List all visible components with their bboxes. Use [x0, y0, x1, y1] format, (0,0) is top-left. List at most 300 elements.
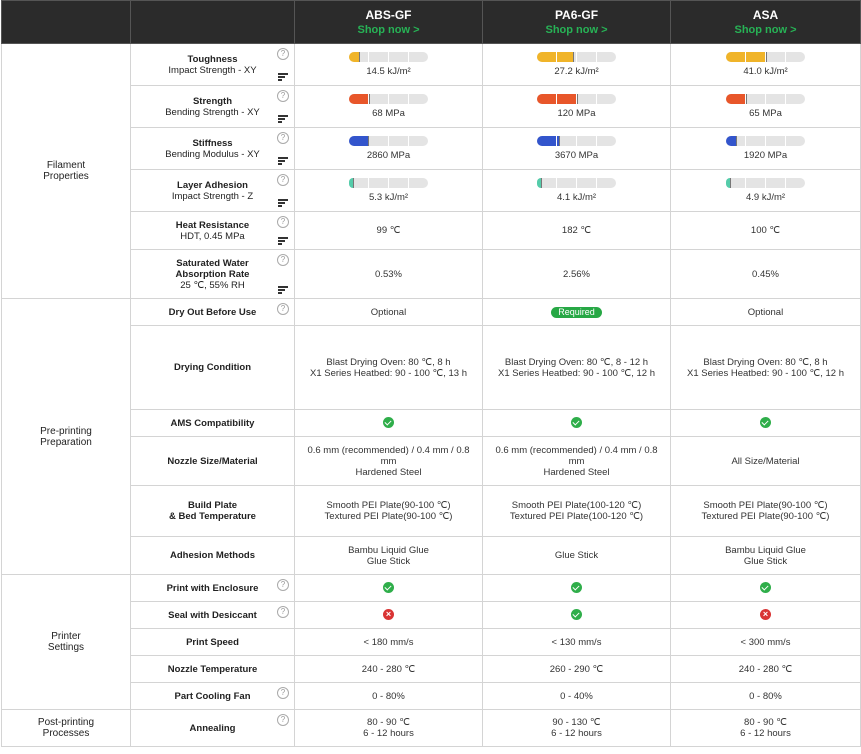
property-nozzle-size [131, 437, 295, 486]
value-cell [671, 602, 861, 629]
value-cell [671, 437, 861, 486]
category-filament-properties [2, 44, 131, 299]
bar-segment [746, 136, 765, 146]
value-cell [671, 170, 861, 212]
bar-gap [596, 178, 597, 188]
bar-gap [408, 52, 409, 62]
bar-marker [766, 52, 767, 62]
value-line: Bambu Liquid Glue [348, 544, 429, 556]
row-adhesion-methods [2, 537, 861, 575]
value-cell [671, 710, 861, 747]
product-name: ABS-GF [365, 7, 412, 22]
bar-fill [726, 94, 746, 104]
value-cell [483, 710, 671, 747]
property-label: Adhesion Methods [170, 550, 255, 561]
bar-gap [408, 136, 409, 146]
bar-gap [368, 178, 369, 188]
bar-gap [596, 52, 597, 62]
value-line: 0.6 mm (recommended) / 0.4 mm / 0.8 [307, 444, 470, 456]
bar-gap [408, 178, 409, 188]
level-bar [537, 94, 616, 104]
bar-segment [389, 136, 408, 146]
property-label: AMS Compatibility [170, 417, 255, 429]
bar-gap [765, 136, 766, 146]
property-sublabel: Impact Strength - XY [168, 64, 257, 76]
cross-icon: × [383, 609, 394, 620]
level-bar [537, 136, 616, 146]
bar-fill [726, 136, 736, 146]
bar-segment [766, 94, 785, 104]
category-label: Pre-printing Preparation [40, 425, 92, 448]
value-cell [671, 128, 861, 170]
bar-segment [369, 52, 388, 62]
value-cell [295, 575, 483, 602]
bar-segment [577, 136, 596, 146]
row-annealing [2, 710, 861, 747]
value-cell [483, 575, 671, 602]
value-text: 1920 MPa [743, 150, 788, 161]
bar-fill [349, 94, 369, 104]
property-annealing [131, 710, 295, 747]
value-cell [295, 602, 483, 629]
property-label: Nozzle Temperature [167, 663, 258, 675]
value-line: Glue Stick [366, 555, 411, 567]
bar-segment [557, 178, 576, 188]
cross-icon: × [760, 609, 771, 620]
value-line: Blast Drying Oven: 80 ℃, 8 h [326, 356, 451, 368]
row-build-plate [2, 486, 861, 537]
shop-now-link[interactable]: Shop now > [357, 23, 420, 36]
row-desiccant [2, 602, 861, 629]
row-water-absorption [2, 250, 861, 299]
value-cell [483, 86, 671, 128]
property-build-plate [131, 486, 295, 537]
bar-segment [369, 136, 388, 146]
value-line: Textured PEI Plate(90-100 ℃) [324, 511, 453, 522]
bar-segment [786, 94, 805, 104]
bar-gap [765, 94, 766, 104]
bar-marker [577, 94, 578, 104]
property-label: Strength [192, 95, 233, 107]
property-water-absorption [131, 250, 295, 299]
property-ams [131, 410, 295, 437]
category-label: Post-printing Processes [37, 717, 95, 739]
value-cell [295, 128, 483, 170]
value-cell [483, 299, 671, 326]
bar-segment [597, 136, 616, 146]
bar-gap [388, 52, 389, 62]
product-name: ASA [752, 7, 779, 22]
value-cell [671, 44, 861, 86]
sort-icon[interactable] [278, 237, 288, 245]
bar-segment [786, 52, 805, 62]
row-nozzle-size [2, 437, 861, 486]
level-bar [349, 94, 428, 104]
value-line: X1 Series Heatbed: 90 - 100 ℃, 12 h [687, 367, 844, 379]
value-cell [295, 86, 483, 128]
property-label: Build Plate [187, 500, 238, 511]
property-label: Layer Adhesion [177, 179, 248, 191]
value-cell: < 130 mm/s [483, 629, 671, 656]
bar-segment [409, 94, 428, 104]
help-icon[interactable]: ? [277, 303, 289, 315]
row-strength [2, 86, 861, 128]
property-label: Toughness [187, 53, 238, 65]
value-cell: 2.56% [483, 250, 671, 299]
row-print-speed [2, 629, 861, 656]
property-label: Annealing [189, 722, 236, 734]
value-cell: Optional [295, 299, 483, 326]
property-strength [131, 86, 295, 128]
product-name: PA6-GF [554, 7, 599, 22]
sort-icon[interactable] [278, 286, 288, 294]
bar-segment [369, 94, 388, 104]
value-cell [295, 410, 483, 437]
value-line: 80 - 90 ℃ [744, 717, 787, 728]
value-line: Smooth PEI Plate(90-100 ℃) [703, 500, 828, 511]
value-cell: 260 - 290 ℃ [483, 656, 671, 683]
level-bar [537, 52, 616, 62]
help-icon[interactable]: ? [277, 90, 289, 102]
value-cell [295, 486, 483, 537]
value-line: 0.6 mm (recommended) / 0.4 mm / 0.8 [495, 444, 658, 456]
help-icon[interactable]: ? [277, 714, 289, 726]
value-cell: 182 ℃ [483, 212, 671, 250]
property-label: Heat Resistance [175, 219, 250, 231]
property-desiccant [131, 602, 295, 629]
check-icon [571, 582, 582, 593]
bar-gap [408, 94, 409, 104]
property-nozzle-temperature [131, 656, 295, 683]
help-icon[interactable]: ? [277, 687, 289, 699]
level-bar [726, 178, 805, 188]
help-icon[interactable]: ? [277, 216, 289, 228]
property-label: Saturated Water [176, 257, 249, 269]
row-heat-resistance [2, 212, 861, 250]
property-label: Dry Out Before Use [168, 306, 257, 318]
value-line: Hardened Steel [543, 466, 610, 478]
check-icon [571, 609, 582, 620]
product-header [483, 1, 671, 44]
help-icon[interactable]: ? [277, 606, 289, 618]
bar-marker [368, 136, 369, 146]
value-cell [483, 326, 671, 410]
bar-segment [766, 136, 785, 146]
bar-gap [576, 136, 577, 146]
bar-gap [388, 178, 389, 188]
bar-fill [537, 52, 573, 62]
value-line: All Size/Material [731, 455, 800, 467]
category-label: Filament Properties [43, 160, 89, 182]
help-icon[interactable]: ? [277, 132, 289, 144]
category-label: Printer Settings [47, 631, 85, 653]
value-cell [671, 326, 861, 410]
bar-gap [596, 94, 597, 104]
value-cell: 0 - 80% [671, 683, 861, 710]
bar-fill [349, 52, 359, 62]
property-toughness [131, 44, 295, 86]
value-cell [483, 437, 671, 486]
value-line: Hardened Steel [355, 466, 422, 478]
check-icon [760, 417, 771, 428]
bar-gap [785, 136, 786, 146]
value-cell [295, 170, 483, 212]
comparison-table [1, 0, 861, 747]
bar-fill [726, 52, 766, 62]
property-label: Print Speed [186, 636, 239, 648]
bar-segment [786, 178, 805, 188]
property-sublabel: Impact Strength - Z [171, 190, 254, 202]
value-text: 68 MPa [372, 108, 405, 119]
value-text: 3670 MPa [554, 150, 599, 161]
bar-segment [766, 178, 785, 188]
property-label: Stiffness [192, 137, 233, 149]
bar-segment [389, 178, 408, 188]
bar-gap [556, 136, 557, 146]
row-drying-condition [2, 326, 861, 410]
level-bar [537, 178, 616, 188]
value-line: 80 - 90 ℃ [367, 717, 410, 728]
value-text: 5.3 kJ/m² [368, 192, 409, 203]
property-cooling-fan [131, 683, 295, 710]
required-badge: Required [551, 307, 602, 318]
bar-segment [409, 52, 428, 62]
property-label: & Bed Temperature [169, 511, 256, 522]
bar-segment [786, 136, 805, 146]
property-sublabel: 25 ℃, 55% RH [180, 279, 245, 291]
value-line: Textured PEI Plate(90-100 ℃) [701, 511, 830, 522]
bar-fill [349, 136, 368, 146]
level-bar [349, 178, 428, 188]
row-toughness [2, 44, 861, 86]
bar-gap [765, 178, 766, 188]
bar-gap [745, 178, 746, 188]
value-cell [671, 486, 861, 537]
value-cell [483, 44, 671, 86]
level-bar [349, 52, 428, 62]
property-layer-adhesion [131, 170, 295, 212]
bar-marker [353, 178, 354, 188]
level-bar [349, 136, 428, 146]
bar-segment [746, 178, 765, 188]
property-label: Seal with Desiccant [168, 609, 257, 621]
level-bar [726, 52, 805, 62]
bar-gap [785, 52, 786, 62]
value-cell [483, 602, 671, 629]
value-text: 65 MPa [749, 108, 782, 119]
bar-gap [745, 52, 746, 62]
sort-icon[interactable] [278, 73, 288, 81]
property-label: Drying Condition [173, 362, 252, 373]
bar-marker [746, 94, 747, 104]
value-line: Textured PEI Plate(100-120 ℃) [509, 511, 644, 522]
bar-gap [785, 178, 786, 188]
header-blank [131, 1, 295, 44]
check-icon [571, 417, 582, 428]
value-line: Glue Stick [554, 550, 599, 561]
bar-gap [596, 136, 597, 146]
property-drying-condition [131, 326, 295, 410]
property-print-speed [131, 629, 295, 656]
value-cell [671, 410, 861, 437]
category-printer-settings [2, 575, 131, 710]
bar-gap [556, 94, 557, 104]
bar-segment [597, 178, 616, 188]
check-icon [760, 582, 771, 593]
bar-segment [389, 94, 408, 104]
bar-marker [736, 136, 737, 146]
header-blank [2, 1, 131, 44]
header-row [2, 1, 861, 44]
value-cell [295, 710, 483, 747]
category-postprinting [2, 710, 131, 747]
product-header [295, 1, 483, 44]
help-icon[interactable]: ? [277, 254, 289, 266]
value-cell [295, 326, 483, 410]
row-nozzle-temperature [2, 656, 861, 683]
row-stiffness [2, 128, 861, 170]
bar-marker [541, 178, 542, 188]
property-heat-resistance [131, 212, 295, 250]
value-cell: 99 ℃ [295, 212, 483, 250]
shop-now-link[interactable]: Shop now > [545, 23, 608, 36]
bar-gap [576, 52, 577, 62]
bar-gap [388, 136, 389, 146]
row-cooling-fan [2, 683, 861, 710]
bar-marker [730, 178, 731, 188]
bar-gap [556, 52, 557, 62]
property-dry-out [131, 299, 295, 326]
property-label: Nozzle Size/Material [167, 455, 258, 467]
property-sublabel: Bending Modulus - XY [165, 148, 260, 160]
value-line: Smooth PEI Plate(90-100 ℃) [326, 500, 451, 511]
property-adhesion-methods [131, 537, 295, 575]
bar-segment [389, 52, 408, 62]
help-icon[interactable]: ? [277, 174, 289, 186]
value-cell: < 180 mm/s [295, 629, 483, 656]
help-icon[interactable]: ? [277, 48, 289, 60]
value-text: 14.5 kJ/m² [366, 66, 411, 77]
property-stiffness [131, 128, 295, 170]
value-cell [483, 128, 671, 170]
value-cell: < 300 mm/s [671, 629, 861, 656]
bar-fill [537, 94, 577, 104]
value-text: 27.2 kJ/m² [554, 66, 599, 77]
check-icon [383, 417, 394, 428]
help-icon[interactable]: ? [277, 579, 289, 591]
bar-marker [359, 52, 360, 62]
value-text: 41.0 kJ/m² [743, 66, 788, 77]
bar-segment [577, 52, 596, 62]
value-cell: 0.53% [295, 250, 483, 299]
level-bar [726, 94, 805, 104]
property-sublabel: HDT, 0.45 MPa [180, 230, 245, 242]
value-text: 120 MPa [557, 108, 596, 119]
value-cell: 100 ℃ [671, 212, 861, 250]
value-line: 6 - 12 hours [551, 728, 602, 739]
value-cell [295, 537, 483, 575]
bar-segment [409, 178, 428, 188]
value-cell: 240 - 280 ℃ [295, 656, 483, 683]
row-dry-out [2, 299, 861, 326]
row-enclosure [2, 575, 861, 602]
value-line: Glue Stick [743, 555, 788, 567]
value-line: 6 - 12 hours [740, 728, 791, 739]
shop-now-link[interactable]: Shop now > [734, 23, 797, 36]
value-line: 90 - 130 ℃ [552, 717, 601, 728]
bar-marker [573, 52, 574, 62]
value-cell [671, 575, 861, 602]
bar-gap [785, 94, 786, 104]
value-text: 4.1 kJ/m² [556, 192, 597, 203]
value-cell [483, 537, 671, 575]
product-header [671, 1, 861, 44]
bar-segment [597, 52, 616, 62]
value-text: 4.9 kJ/m² [745, 192, 786, 203]
value-cell [483, 170, 671, 212]
bar-gap [556, 178, 557, 188]
row-ams [2, 410, 861, 437]
value-cell: Optional [671, 299, 861, 326]
bar-marker [559, 136, 560, 146]
sort-icon[interactable] [278, 157, 288, 165]
value-line: X1 Series Heatbed: 90 - 100 ℃, 13 h [310, 367, 467, 379]
bar-segment [597, 94, 616, 104]
value-line: 6 - 12 hours [363, 728, 414, 739]
check-icon [383, 582, 394, 593]
value-cell [483, 410, 671, 437]
property-label: Part Cooling Fan [174, 690, 251, 702]
value-cell: 240 - 280 ℃ [671, 656, 861, 683]
bar-gap [576, 178, 577, 188]
value-cell [295, 437, 483, 486]
value-cell [671, 86, 861, 128]
value-text: 2860 MPa [366, 150, 411, 161]
category-preprinting [2, 299, 131, 575]
row-layer-adhesion [2, 170, 861, 212]
value-cell [483, 486, 671, 537]
value-cell: 0 - 80% [295, 683, 483, 710]
sort-icon[interactable] [278, 199, 288, 207]
bar-segment [369, 178, 388, 188]
property-enclosure [131, 575, 295, 602]
value-line: Smooth PEI Plate(100-120 ℃) [511, 500, 642, 511]
property-label: Print with Enclosure [166, 582, 259, 594]
bar-gap [388, 94, 389, 104]
level-bar [726, 136, 805, 146]
bar-segment [746, 94, 765, 104]
value-cell: 0.45% [671, 250, 861, 299]
bar-segment [577, 94, 596, 104]
value-cell: 0 - 40% [483, 683, 671, 710]
bar-gap [745, 136, 746, 146]
sort-icon[interactable] [278, 115, 288, 123]
value-cell [295, 44, 483, 86]
bar-segment [577, 178, 596, 188]
value-line: Blast Drying Oven: 80 ℃, 8 h [703, 356, 828, 368]
value-line: mm [380, 455, 397, 467]
bar-gap [368, 52, 369, 62]
property-label: Absorption Rate [175, 268, 250, 280]
value-line: Blast Drying Oven: 80 ℃, 8 - 12 h [504, 356, 649, 368]
bar-marker [369, 94, 370, 104]
value-line: X1 Series Heatbed: 90 - 100 ℃, 12 h [498, 367, 655, 379]
bar-segment [409, 136, 428, 146]
value-cell [671, 537, 861, 575]
value-line: mm [568, 455, 585, 467]
property-sublabel: Bending Strength - XY [165, 106, 260, 118]
bar-segment [766, 52, 785, 62]
